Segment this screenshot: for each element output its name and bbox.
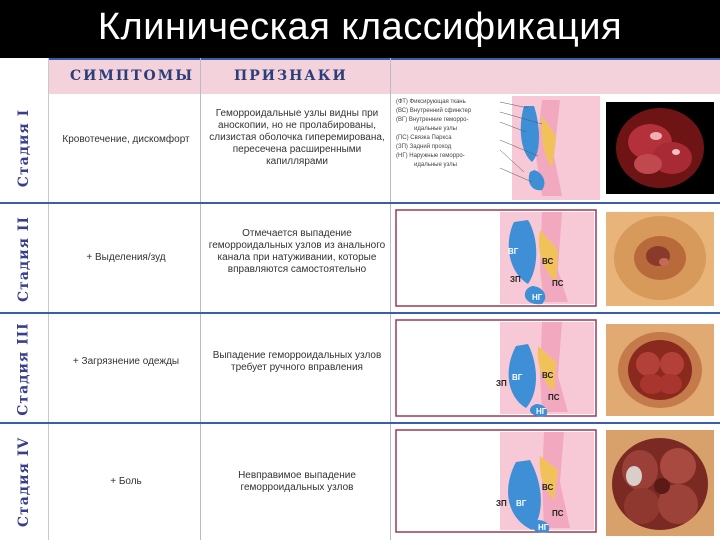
diagram-label: ПС bbox=[548, 393, 560, 402]
row-divider bbox=[0, 312, 720, 314]
stage-label-2: Стадия II bbox=[16, 216, 33, 302]
stage-4-clinical-photo bbox=[606, 430, 714, 536]
diagram-label: ВС bbox=[542, 371, 554, 380]
diagram-label: ВГ bbox=[512, 373, 523, 382]
classification-table bbox=[0, 58, 720, 540]
diagram-label: НГ bbox=[536, 407, 547, 416]
stage-2-anatomy-diagram bbox=[392, 206, 600, 310]
stage-3-symptoms: + Загрязнение одежды bbox=[72, 356, 180, 367]
diagram-label: ВС bbox=[542, 257, 554, 266]
diagram-label: ПС bbox=[552, 509, 564, 518]
page-title: Клиническая классификация bbox=[97, 6, 623, 48]
stage-1-signs: Геморроидальные узлы видны при аноскопии, но не пролабированы, слизистая оболочка гиперемирована, пересечена расширенными капиллярами bbox=[209, 108, 385, 167]
legend-item: (ВГ) Внутренние геморро- bbox=[396, 117, 469, 123]
stage-label-4: Стадия IV bbox=[16, 436, 33, 528]
column-divider bbox=[390, 58, 391, 540]
stage-1-anatomy-diagram bbox=[392, 96, 600, 200]
legend-item: (ФТ) Фиксирующая ткань bbox=[396, 99, 466, 105]
stage-4-symptoms: + Боль bbox=[110, 476, 142, 487]
diagram-label: ВГ bbox=[508, 247, 519, 256]
header-symptoms: СИМПТОМЫ bbox=[70, 68, 195, 84]
column-divider bbox=[200, 58, 201, 540]
legend-item: (ВС) Внутренний сфинктер bbox=[396, 108, 472, 114]
stage-3-clinical-photo bbox=[606, 324, 714, 416]
stage-2-signs: Отмечается выпадение геморроидальных узлов из анального канала при натуживании, которые вправляются самостоятельно bbox=[208, 228, 386, 275]
stage-4-anatomy-diagram bbox=[392, 426, 600, 536]
table-header bbox=[48, 58, 720, 94]
header-signs: ПРИЗНАКИ bbox=[234, 68, 348, 84]
legend-item: (НГ) Наружные геморро- bbox=[396, 153, 465, 159]
stage-label-3: Стадия III bbox=[16, 322, 32, 416]
legend-item: (ЗП) Задний проход bbox=[396, 144, 452, 150]
row-divider bbox=[0, 202, 720, 204]
legend-item: идальные узлы bbox=[414, 126, 457, 132]
stage-3-signs: Выпадение геморроидальных узлов требует ручного вправления bbox=[212, 350, 382, 373]
stage-label-1: Стадия I bbox=[16, 108, 32, 188]
diagram-label: ВГ bbox=[516, 499, 527, 508]
row-divider bbox=[0, 422, 720, 424]
stage-column bbox=[0, 58, 49, 540]
diagram-label: ЗП bbox=[510, 275, 521, 284]
diagram-label: ВС bbox=[542, 483, 554, 492]
legend-item: идальные узлы bbox=[414, 162, 457, 168]
diagram-label: НГ bbox=[532, 293, 543, 302]
diagram-label: ЗП bbox=[496, 499, 507, 508]
diagram-label: ЗП bbox=[496, 379, 507, 388]
stage-2-symptoms: + Выделения/зуд bbox=[86, 252, 166, 263]
stage-4-signs: Невправимое выпадение геморроидальных узлов bbox=[238, 470, 356, 493]
stage-3-anatomy-diagram bbox=[392, 316, 600, 420]
diagram-label: НГ bbox=[538, 523, 549, 532]
diagram-label: ПС bbox=[552, 279, 564, 288]
legend-item: (ПС) Связка Паркса bbox=[396, 135, 452, 141]
stage-1-endoscopy-photo bbox=[606, 102, 714, 194]
stage-1-symptoms: Кровотечение, дискомфорт bbox=[62, 134, 190, 145]
stage-2-clinical-photo bbox=[606, 212, 714, 306]
